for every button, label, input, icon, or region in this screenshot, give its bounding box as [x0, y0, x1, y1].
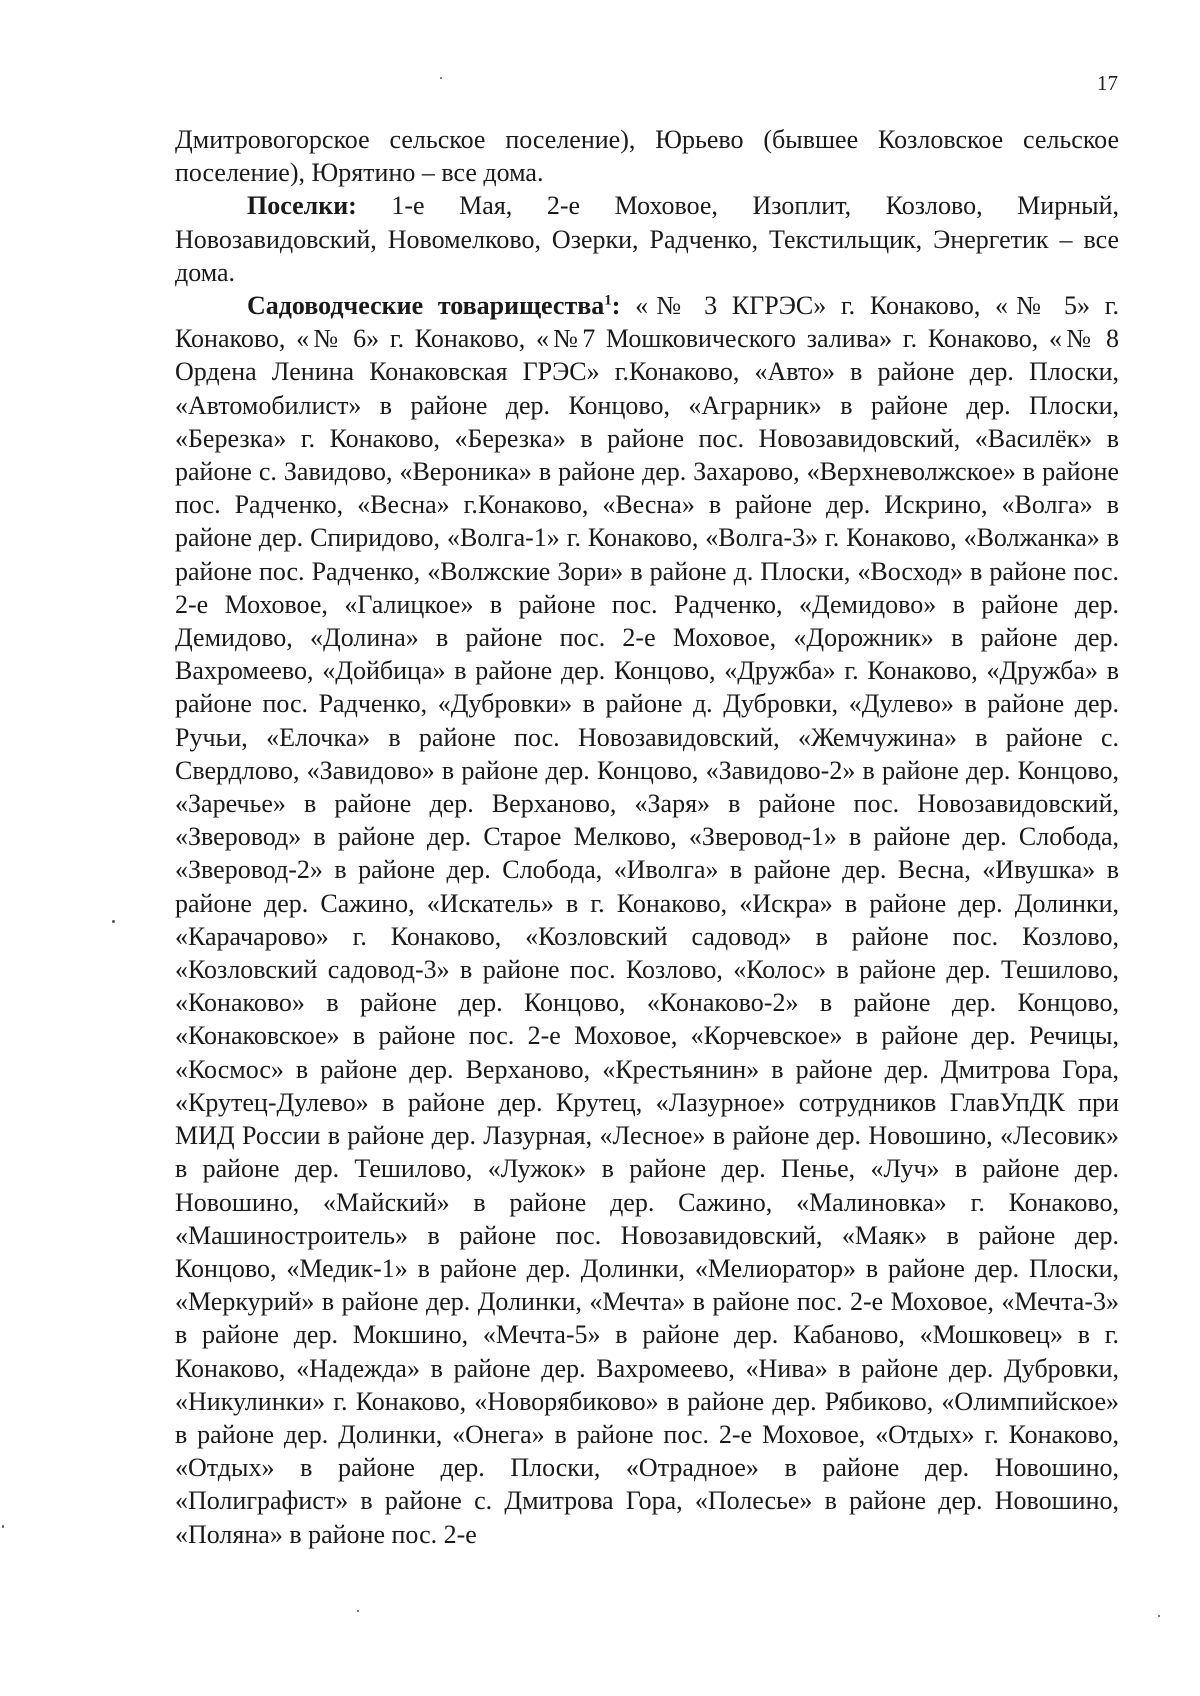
paragraph-text: Дмитровогорское сельское поселение), Юрьево (бывшее Козловское сельское поселение), Юрятино – все дома. — [175, 125, 1119, 188]
scan-speck — [440, 77, 442, 79]
paragraph-heading-colon: : — [611, 291, 621, 321]
paragraph-heading: Поселки: — [247, 191, 357, 221]
paragraph-gardening-partnerships — [175, 289, 1119, 1551]
paragraph-settlements — [175, 189, 1119, 289]
paragraph-heading: Садоводческие товарищества — [247, 291, 605, 321]
paragraph-continuation — [175, 123, 1119, 189]
paragraph-text: «№ 3 КГРЭС» г. Конаково, «№ 5» г. Конаково, «№ 6» г. Конаково, «№7 Мошковического залива» г. Конаково, «№ 8 Ордена Ленина Конаковская ГРЭС» г.Конаково, «Авто» в районе дер. Плоски, «Автомобилист» в районе дер. Концово, «Аграрник» в районе дер. Плоски, «Березка» г. Конаково, «Березка» в районе пос. Новозавидовский, «Василёк» в районе с. Завидово, «Вероника» в районе дер. Захарово, «Верхневолжское» в районе пос. Радченко, «Весна» г.Конаково, «Весна» в районе дер. Искрино, «Волга» в районе дер. Спиридово, «Волга-1» г. Конаково, «Волга-3» г. Конаково, «Волжанка» в районе пос. Радченко, «Волжские Зори» в районе д. Плоски, «Восход» в районе пос. 2-е Моховое, «Галицкое» в районе пос. Радченко, «Демидово» в районе дер. Демидово, «Долина» в районе пос. 2-е Моховое, «Дорожник» в районе дер. Вахромеево, «Дойбица» в районе дер. Концово, «Дружба» г. Конаково, «Дружба» в районе пос. Радченко, «Дубровки» в районе д. Дубровки, «Дулево» в районе дер. Ручьи, «Елочка» в районе пос. Новозавидовский, «Жемчужина» в районе с. Свердлово, «Завидово» в районе дер. Концово, «Завидово-2» в районе дер. Концово, «Заречье» в районе дер. Верханово, «Заря» в районе пос. Новозавидовский, «Зверовод» в районе дер. Старое Мелково, «Зверовод-1» в районе дер. Слобода, «Зверовод-2» в районе дер. Слобода, «Иволга» в районе дер. Весна, «Ивушка» в районе дер. Сажино, «Искатель» в г. Конаково, «Искра» в районе дер. Долинки, «Карачарово» г. Конаково, «Козловский садовод» в районе пос. Козлово, «Козловский садовод-3» в районе пос. Козлово, «Колос» в районе дер. Тешилово, «Конаково» в районе дер. Концово, «Конаково-2» в районе дер. Концово, «Конаковское» в районе пос. 2-е Моховое, «Корчевское» в районе дер. Речицы, «Космос» в районе дер. Верханово, «Крестьянин» в районе дер. Дмитрова Гора, «Крутец-Дулево» в районе дер. Крутец, «Лазурное» сотрудников ГлавУпДК при МИД России в районе дер. Лазурная, «Лесное» в районе дер. Новошино, «Лесовик» в районе дер. Тешилово, «Лужок» в районе дер. Пенье, «Луч» в районе дер. Новошино, «Майский» в районе дер. Сажино, «Малиновка» г. Конаково, «Машиностроитель» в районе пос. Новозавидовский, «Маяк» в районе дер. Концово, «Медик-1» в районе дер. Долинки, «Мелиоратор» в районе дер. Плоски, «Меркурий» в районе дер. Долинки, «Мечта» в районе пос. 2-е Моховое, «Мечта-3» в районе дер. Мокшино, «Мечта-5» в районе дер. Кабаново, «Мошковец» в г. Конаково, «Надежда» в районе дер. Вахромеево, «Нива» в районе дер. Дубровки, «Никулинки» г. Конаково, «Новорябиково» в районе дер. Рябиково, «Олимпийское» в районе дер. Долинки, «Онега» в районе пос. 2-е Моховое, «Отдых» г. Конаково, «Отдых» в районе дер. Плоски, «Отрадное» в районе дер. Новошино, «Полиграфист» в районе с. Дмитрова Гора, «Полесье» в районе дер. Новошино, «Поляна» в районе пос. 2-е — [175, 291, 1119, 1549]
footnote-mark: 1 — [604, 292, 612, 309]
scan-speck — [2, 1525, 4, 1528]
document-body — [175, 123, 1119, 1551]
scan-speck — [112, 920, 115, 923]
paragraph-text: 1-е Мая, 2-е Моховое, Изоплит, Козлово, Мирный, Новозавидовский, Новомелково, Озерки, Радченко, Текстильщик, Энергетик – все дома. — [175, 191, 1119, 287]
scan-speck — [357, 1610, 359, 1612]
scan-speck — [1158, 1615, 1160, 1617]
page-number: 17 — [1097, 71, 1118, 95]
